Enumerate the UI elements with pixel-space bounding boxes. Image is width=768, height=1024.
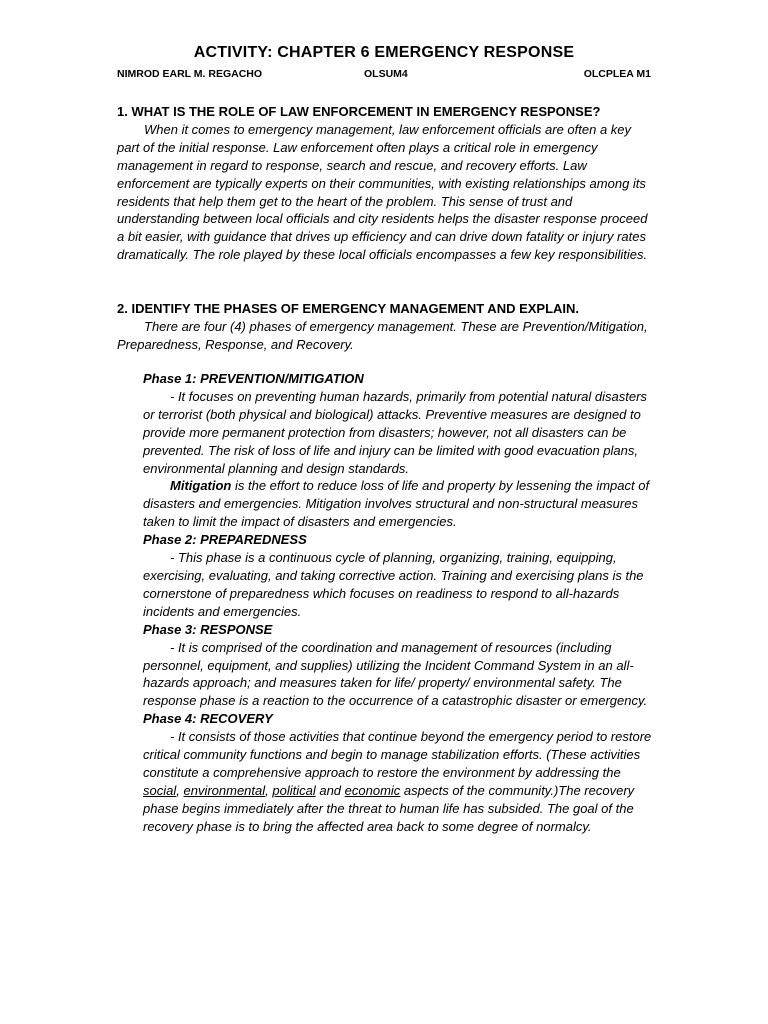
question-2-block bbox=[117, 300, 653, 354]
phase-2-heading bbox=[143, 531, 653, 549]
phase-4-prefix: Phase 4: bbox=[143, 711, 201, 727]
phase-1-mitigation bbox=[143, 477, 653, 531]
phase-4-body-end: aspects of the community.)The recovery phase begins immediately after the threat to human life has subsided. The goal of the recovery phase is to bring the affected area back to some degree of normalcy. bbox=[143, 782, 635, 834]
class-section: OLCPLEA M1 bbox=[583, 68, 651, 80]
question-2-heading: 2. IDENTIFY THE PHASES OF EMERGENCY MANAGEMENT AND EXPLAIN. bbox=[117, 301, 580, 316]
phase-4-body-start: - It consists of those activities that continue beyond the emergency period to restore critical community functions and begin to manage stabilization efforts. (These activities constitute a comprehensive approach to restore the environment by addressing the bbox=[143, 729, 652, 780]
course-code: OLSUM4 bbox=[364, 68, 408, 80]
phase-4-name: RECOVERY bbox=[200, 711, 273, 727]
phase-3-body: - It is comprised of the coordination and management of resources (including personnel, equipment, and supplies) utilizing the Incident Command System in an all-hazards approach; and measures taken for life/ property/ environmental safety. The response phase is a reaction to the occurrence of a catastrophic disaster or emergency. bbox=[143, 639, 648, 709]
phase-3-heading bbox=[143, 621, 653, 639]
phase-1-prefix: Phase 1: bbox=[143, 371, 201, 386]
phase-3-name: RESPONSE bbox=[200, 621, 273, 637]
phases-list bbox=[143, 370, 653, 836]
phase-1-body: - It focuses on preventing human hazards, primarily from potential natural disasters or terrorist (both physical and biological) attacks. Preventive measures are designed to provide more permanent protection from disasters; however, not all disasters can be prevented. The risk of loss of life and injury can be limited with good evacuation plans, environmental planning and design standards. bbox=[143, 388, 647, 476]
phase-2-body: - This phase is a continuous cycle of planning, organizing, training, equipping, exercising, evaluating, and taking corrective action. Training and exercising plans is the cornerstone of preparedness which focuses on readiness to respond to all-hazards incidents and emergencies. bbox=[143, 550, 644, 619]
mitigation-body: is the effort to reduce loss of life and property by lessening the impact of disasters and emergencies. Mitigation involves structural and non-structural measures taken to limit the impact of disasters and emergencies. bbox=[143, 478, 650, 530]
term-economic: economic bbox=[344, 782, 401, 798]
document-title: ACTIVITY: CHAPTER 6 EMERGENCY RESPONSE bbox=[193, 44, 575, 61]
question-1-heading: 1. WHAT IS THE ROLE OF LAW ENFORCEMENT IN EMERGENCY RESPONSE? bbox=[117, 104, 601, 119]
question-1-block bbox=[117, 103, 653, 264]
term-social: social bbox=[143, 782, 177, 798]
term-political: political bbox=[272, 782, 316, 798]
phase-1-name: PREVENTION/MITIGATION bbox=[200, 371, 364, 386]
phase-4-heading bbox=[143, 710, 653, 728]
phase-2-prefix: Phase 2: bbox=[143, 532, 201, 548]
phase-3-prefix: Phase 3: bbox=[143, 621, 201, 637]
phase-4-sep-3: and bbox=[315, 782, 345, 798]
phase-1-heading bbox=[143, 370, 653, 388]
student-name: NIMROD EARL M. REGACHO bbox=[117, 68, 263, 80]
phase-2-name: PREPAREDNESS bbox=[200, 532, 307, 548]
phase-4-sep-1: , bbox=[176, 782, 184, 798]
term-environmental: environmental bbox=[183, 782, 266, 798]
question-1-answer: When it comes to emergency management, law enforcement officials are often a key part of the initial response. Law enforcement often plays a critical role in emergency management in regard to response, search and rescue, and recovery efforts. Law enforcement are typically experts on their communities, with existing relationships among its residents that help them get to the heart of the problem. This sense of trust and understanding between local officials and city residents helps the disaster response proceed a bit easier, with guidance that drives up efficiency and can drive down fatality or injury rates dramatically. The role played by these local officials encompasses a few key responsibilities. bbox=[117, 121, 648, 263]
phase-4-sep-2: , bbox=[265, 782, 273, 798]
question-2-intro: There are four (4) phases of emergency management. These are Prevention/Mitigation, Preparedness, Response, and Recovery. bbox=[117, 318, 648, 352]
mitigation-term: Mitigation bbox=[170, 478, 232, 494]
phase-4-body bbox=[143, 728, 653, 835]
